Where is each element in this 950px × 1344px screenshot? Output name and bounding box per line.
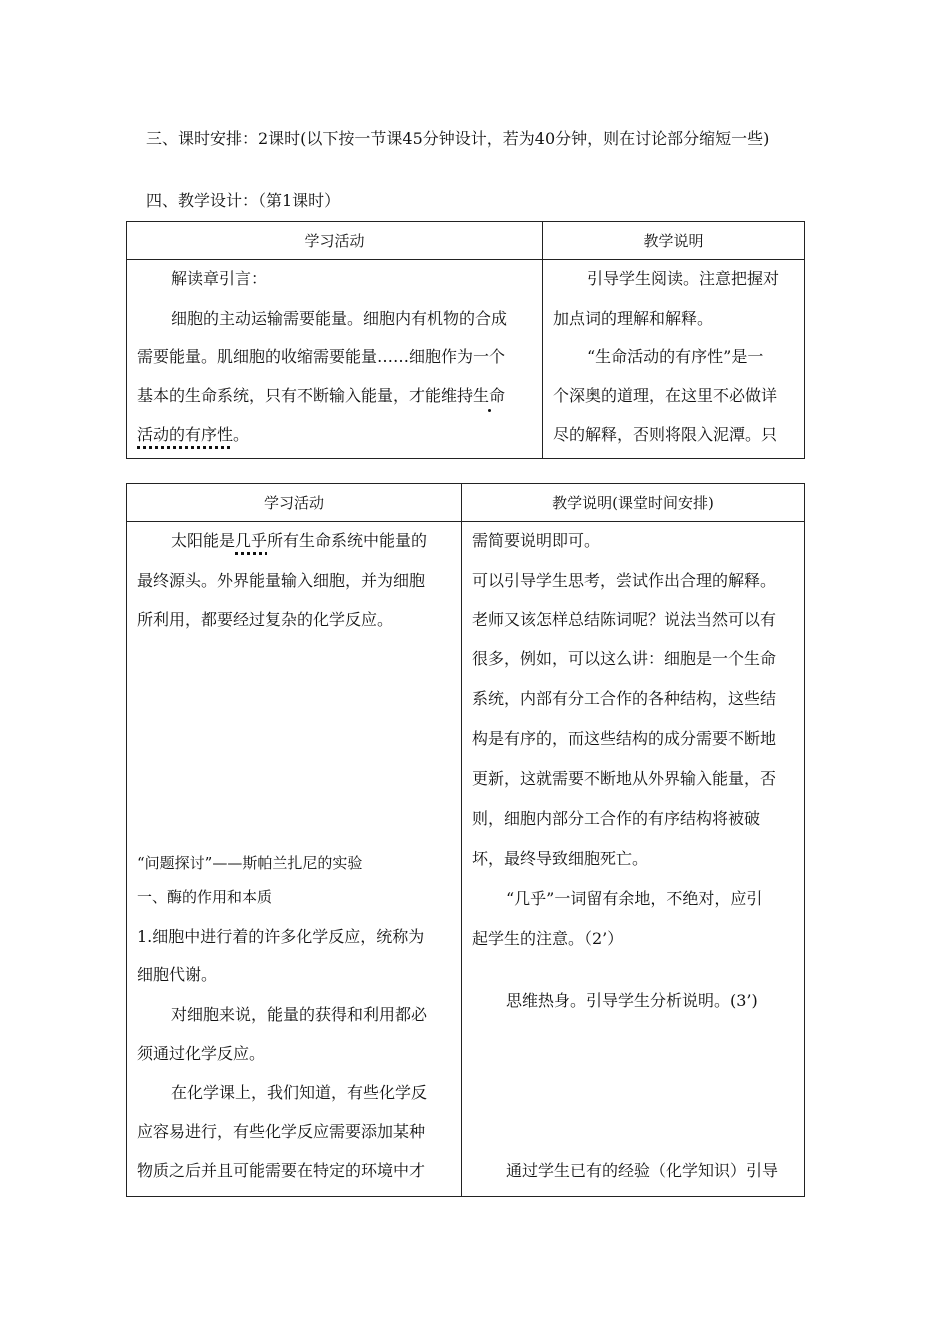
table2-left-line: 1.细胞中进行着的许多化学反应，统称为 bbox=[137, 927, 425, 946]
table1-left-text: 基本的生命系统，只有不断输入能量，才能维持 bbox=[137, 386, 474, 405]
table2-right-line: 更新，这就需要不断地从外界输入能量，否 bbox=[472, 769, 777, 788]
table1-left-line bbox=[137, 422, 249, 445]
table1-right-line: 加点词的理解和解释。 bbox=[553, 309, 714, 328]
table2-left-line: 细胞代谢。 bbox=[137, 965, 218, 984]
table1-left-line: 需要能量。肌细胞的收缩需要能量……细胞作为一个 bbox=[137, 347, 506, 366]
table2-left-line: 最终源头。外界能量输入细胞，并为细胞 bbox=[137, 571, 426, 590]
table2-left-text: 太阳能是 bbox=[171, 531, 236, 550]
table1-left-text: 。 bbox=[233, 425, 250, 444]
table1-right-line: 尽的解释，否则将限入泥潭。只 bbox=[553, 425, 778, 444]
table2-left-text: 所有生命系统中能量的 bbox=[267, 531, 428, 550]
table1-header-activity: 学习活动 bbox=[127, 222, 543, 260]
table1-left-dotted: 活动的有序性 bbox=[137, 425, 234, 444]
table2-left-line: 对细胞来说，能量的获得和利用都必 bbox=[171, 1005, 428, 1024]
table2-right-line: “几乎”一词留有余地，不绝对，应引 bbox=[506, 889, 763, 908]
table2-left-line: 须通过化学反应。 bbox=[137, 1044, 266, 1063]
table2-header-activity: 学习活动 bbox=[127, 484, 462, 522]
table1-left-line: 解读章引言： bbox=[171, 269, 268, 288]
table1-left-line bbox=[137, 383, 505, 406]
table2-left-line: 所利用，都要经过复杂的化学反应。 bbox=[137, 610, 394, 629]
design-table-1 bbox=[126, 221, 805, 459]
table1-right-line: 个深奥的道理，在这里不必做详 bbox=[553, 386, 778, 405]
table2-left-line bbox=[171, 528, 427, 551]
table1-activity-cell bbox=[127, 260, 543, 459]
table2-right-line: 老师又该怎样总结陈词呢？说法当然可以有 bbox=[472, 610, 777, 629]
table2-right-line: 通过学生已有的经验（化学知识）引导 bbox=[506, 1161, 779, 1180]
table2-right-line: 构是有序的，而这些结构的成分需要不断地 bbox=[472, 729, 777, 748]
table2-right-line: 很多，例如，可以这么讲：细胞是一个生命 bbox=[472, 649, 777, 668]
table1-notes-cell bbox=[543, 260, 805, 459]
emphasis-phrase bbox=[137, 425, 233, 444]
table1-right-line: “生命活动的有序性”是一 bbox=[587, 347, 764, 366]
table2-right-line: 可以引导学生思考，尝试作出合理的解释。 bbox=[472, 571, 777, 590]
table1-right-line: 引导学生阅读。注意把握对 bbox=[587, 269, 780, 288]
schedule-heading: 三、课时安排：2课时(以下按一节课45分钟设计，若为40分钟，则在讨论部分缩短一些) bbox=[146, 129, 770, 148]
table1-header-notes: 教学说明 bbox=[543, 222, 805, 260]
table2-right-line: 需简要说明即可。 bbox=[472, 531, 601, 550]
table2-left-line: “问题探讨”——斯帕兰扎尼的实验 bbox=[137, 854, 363, 872]
table2-header-notes: 教学说明(课堂时间安排) bbox=[462, 484, 805, 522]
design-heading: 四、教学设计：（第1课时） bbox=[146, 191, 341, 210]
table2-right-line: 起学生的注意。（2’） bbox=[472, 929, 624, 948]
table2-left-line: 在化学课上，我们知道，有些化学反 bbox=[171, 1083, 428, 1102]
table2-notes-cell bbox=[462, 522, 805, 1197]
table2-right-line: 系统，内部有分工合作的各种结构，这些结 bbox=[472, 689, 777, 708]
emphasis-dot: 生命 bbox=[473, 386, 506, 405]
table2-left-line: 物质之后并且可能需要在特定的环境中才 bbox=[137, 1161, 426, 1180]
table2-activity-cell bbox=[127, 522, 462, 1197]
table2-right-line: 思维热身。引导学生分析说明。(3’) bbox=[506, 991, 758, 1010]
table2-right-line: 坏，最终导致细胞死亡。 bbox=[472, 849, 649, 868]
design-table-2 bbox=[126, 483, 805, 1197]
table2-left-line: 一、酶的作用和本质 bbox=[137, 888, 273, 906]
emphasis-word: 几乎 bbox=[235, 531, 268, 550]
table2-left-line: 应容易进行，有些化学反应需要添加某种 bbox=[137, 1122, 426, 1141]
table1-left-line: 细胞的主动运输需要能量。细胞内有机物的合成 bbox=[171, 309, 508, 328]
table2-right-line: 则，细胞内部分工合作的有序结构将被破 bbox=[472, 809, 761, 828]
